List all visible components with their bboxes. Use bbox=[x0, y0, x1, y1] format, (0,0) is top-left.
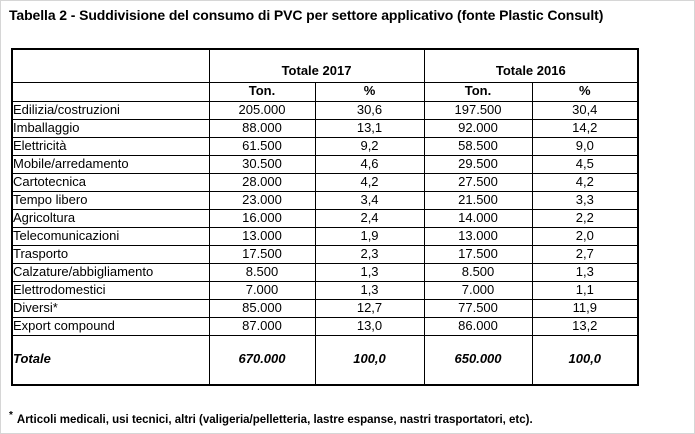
ton-2016-cell: 14.000 bbox=[424, 209, 532, 227]
pvc-consumption-table bbox=[11, 48, 639, 386]
footnote-text: Articoli medicali, usi tecnici, altri (valigeria/pelletteria, lastre espanse, nastri trasportatori, etc). bbox=[16, 413, 533, 426]
pct-2016-cell: 2,2 bbox=[532, 209, 638, 227]
ton-2017-cell: 61.500 bbox=[209, 137, 315, 155]
sector-cell: Tempo libero bbox=[12, 191, 209, 209]
table-row bbox=[12, 317, 638, 335]
header-totale-2017: Totale 2017 bbox=[209, 49, 424, 82]
header-totale-2016: Totale 2016 bbox=[424, 49, 638, 82]
sector-cell: Calzature/abbigliamento bbox=[12, 263, 209, 281]
ton-2016-cell: 21.500 bbox=[424, 191, 532, 209]
table-row bbox=[12, 155, 638, 173]
pct-2017-cell: 1,9 bbox=[315, 227, 424, 245]
pct-2017-cell: 2,3 bbox=[315, 245, 424, 263]
pct-2017-cell: 2,4 bbox=[315, 209, 424, 227]
total-pct-2016-cell: 100,0 bbox=[532, 335, 638, 385]
table-row bbox=[12, 299, 638, 317]
table-row bbox=[12, 173, 638, 191]
pct-2017-cell: 12,7 bbox=[315, 299, 424, 317]
pct-2016-cell: 4,2 bbox=[532, 173, 638, 191]
total-ton-2016-cell: 650.000 bbox=[424, 335, 532, 385]
pct-2016-cell: 1,1 bbox=[532, 281, 638, 299]
ton-2017-cell: 17.500 bbox=[209, 245, 315, 263]
header-pct-2017: % bbox=[315, 82, 424, 101]
ton-2017-cell: 8.500 bbox=[209, 263, 315, 281]
ton-2016-cell: 29.500 bbox=[424, 155, 532, 173]
pct-2016-cell: 14,2 bbox=[532, 119, 638, 137]
pct-2016-cell: 9,0 bbox=[532, 137, 638, 155]
sector-cell: Edilizia/costruzioni bbox=[12, 101, 209, 119]
table-caption: Tabella 2 - Suddivisione del consumo di PVC per settore applicativo (fonte Plastic Consult) bbox=[9, 7, 604, 23]
pct-2016-cell: 11,9 bbox=[532, 299, 638, 317]
pct-2016-cell: 2,7 bbox=[532, 245, 638, 263]
unit-header-row bbox=[12, 82, 638, 101]
sector-cell: Cartotecnica bbox=[12, 173, 209, 191]
table-row bbox=[12, 281, 638, 299]
empty-corner-cell bbox=[12, 82, 209, 101]
ton-2017-cell: 13.000 bbox=[209, 227, 315, 245]
ton-2016-cell: 8.500 bbox=[424, 263, 532, 281]
pct-2017-cell: 9,2 bbox=[315, 137, 424, 155]
ton-2017-cell: 7.000 bbox=[209, 281, 315, 299]
ton-2016-cell: 92.000 bbox=[424, 119, 532, 137]
table-row bbox=[12, 101, 638, 119]
sector-cell: Export compound bbox=[12, 317, 209, 335]
ton-2016-cell: 197.500 bbox=[424, 101, 532, 119]
table-row bbox=[12, 191, 638, 209]
pct-2017-cell: 4,6 bbox=[315, 155, 424, 173]
ton-2017-cell: 87.000 bbox=[209, 317, 315, 335]
header-pct-2016: % bbox=[532, 82, 638, 101]
ton-2017-cell: 85.000 bbox=[209, 299, 315, 317]
pct-2016-cell: 4,5 bbox=[532, 155, 638, 173]
sector-cell: Agricoltura bbox=[12, 209, 209, 227]
pct-2017-cell: 3,4 bbox=[315, 191, 424, 209]
pct-2016-cell: 2,0 bbox=[532, 227, 638, 245]
sector-cell: Trasporto bbox=[12, 245, 209, 263]
ton-2017-cell: 88.000 bbox=[209, 119, 315, 137]
footnote bbox=[9, 410, 533, 426]
pct-2017-cell: 1,3 bbox=[315, 263, 424, 281]
ton-2017-cell: 28.000 bbox=[209, 173, 315, 191]
table-row bbox=[12, 209, 638, 227]
header-ton-2017: Ton. bbox=[209, 82, 315, 101]
ton-2017-cell: 205.000 bbox=[209, 101, 315, 119]
sector-cell: Imballaggio bbox=[12, 119, 209, 137]
ton-2016-cell: 27.500 bbox=[424, 173, 532, 191]
sector-cell: Mobile/arredamento bbox=[12, 155, 209, 173]
ton-2016-cell: 13.000 bbox=[424, 227, 532, 245]
sector-cell: Elettricità bbox=[12, 137, 209, 155]
total-row bbox=[12, 335, 638, 385]
ton-2017-cell: 30.500 bbox=[209, 155, 315, 173]
pct-2016-cell: 1,3 bbox=[532, 263, 638, 281]
table-row bbox=[12, 263, 638, 281]
pct-2017-cell: 13,0 bbox=[315, 317, 424, 335]
pct-2017-cell: 1,3 bbox=[315, 281, 424, 299]
table-row bbox=[12, 137, 638, 155]
sector-cell: Diversi* bbox=[12, 299, 209, 317]
pct-2016-cell: 30,4 bbox=[532, 101, 638, 119]
year-header-row bbox=[12, 49, 638, 82]
ton-2016-cell: 77.500 bbox=[424, 299, 532, 317]
total-ton-2017-cell: 670.000 bbox=[209, 335, 315, 385]
ton-2016-cell: 86.000 bbox=[424, 317, 532, 335]
sector-cell: Telecomunicazioni bbox=[12, 227, 209, 245]
table-footer bbox=[12, 335, 638, 385]
ton-2017-cell: 23.000 bbox=[209, 191, 315, 209]
total-label-cell: Totale bbox=[12, 335, 209, 385]
ton-2016-cell: 58.500 bbox=[424, 137, 532, 155]
pct-2016-cell: 3,3 bbox=[532, 191, 638, 209]
empty-corner-cell bbox=[12, 49, 209, 82]
table-body bbox=[12, 101, 638, 335]
table-row bbox=[12, 245, 638, 263]
ton-2016-cell: 17.500 bbox=[424, 245, 532, 263]
sector-cell: Elettrodomestici bbox=[12, 281, 209, 299]
table-row bbox=[12, 227, 638, 245]
pct-2016-cell: 13,2 bbox=[532, 317, 638, 335]
total-pct-2017-cell: 100,0 bbox=[315, 335, 424, 385]
footnote-asterisk: * bbox=[9, 410, 13, 421]
ton-2016-cell: 7.000 bbox=[424, 281, 532, 299]
table-row bbox=[12, 119, 638, 137]
pct-2017-cell: 30,6 bbox=[315, 101, 424, 119]
ton-2017-cell: 16.000 bbox=[209, 209, 315, 227]
pct-2017-cell: 13,1 bbox=[315, 119, 424, 137]
table-header bbox=[12, 49, 638, 101]
pct-2017-cell: 4,2 bbox=[315, 173, 424, 191]
header-ton-2016: Ton. bbox=[424, 82, 532, 101]
